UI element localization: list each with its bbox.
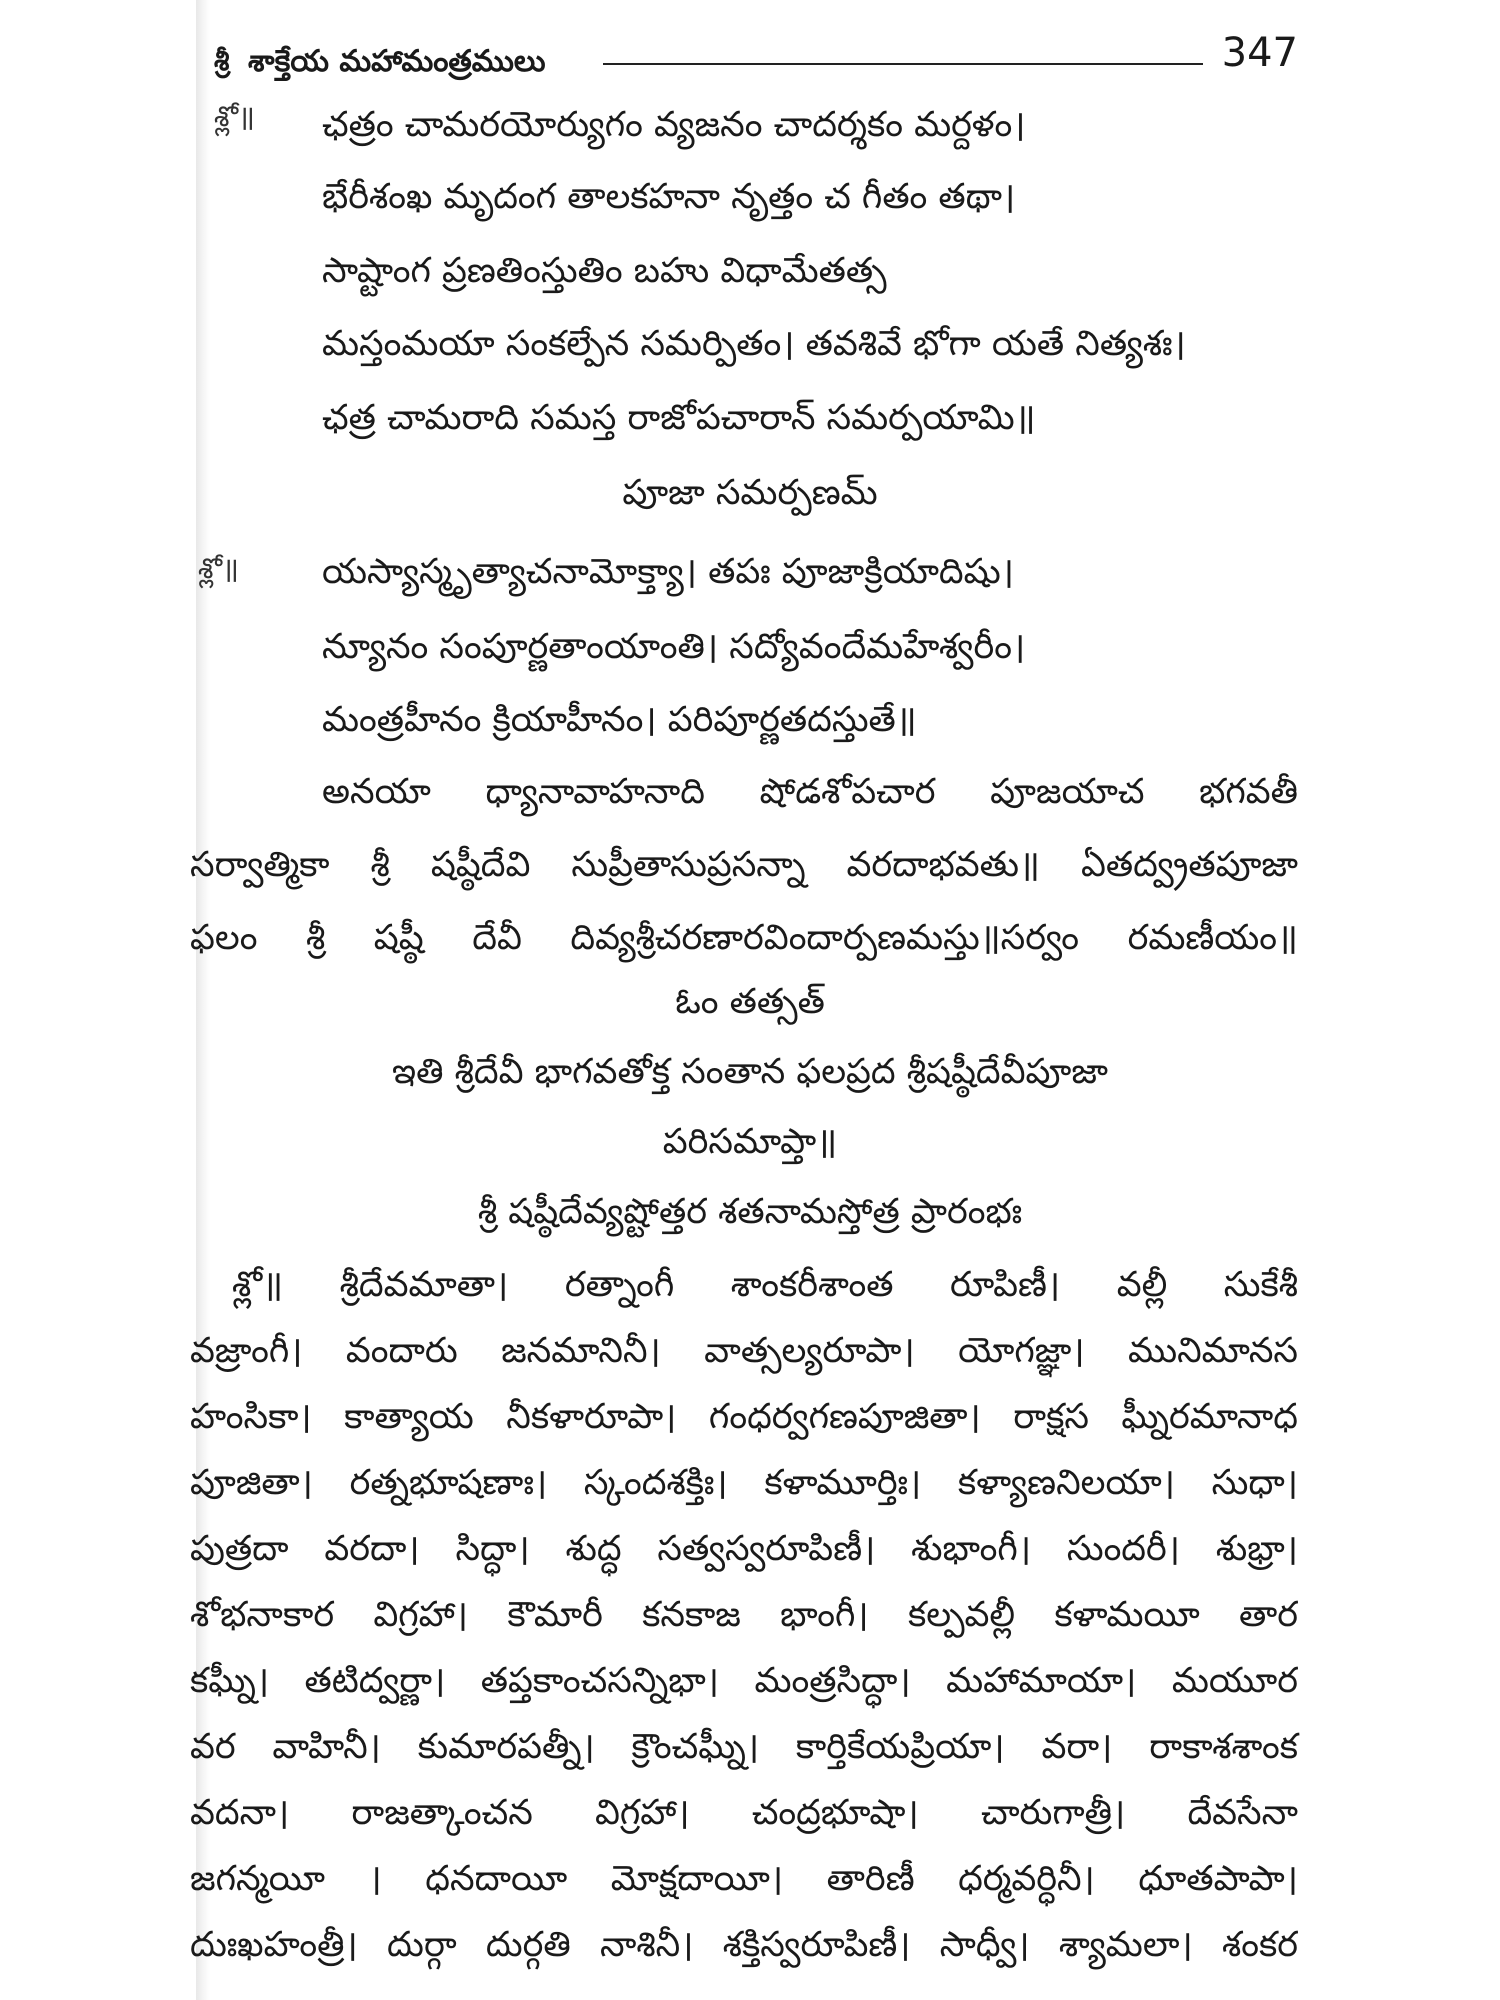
verse-line: ఛత్ర చామరాది సమస్త రాజోపచారాన్ సమర్పయామి॥ xyxy=(322,398,1036,438)
stotra-line: దుఃఖహంత్రీ। దుర్గా దుర్గతి నాశినీ। శక్తిస్వరూపిణీ। సాధ్వీ। శ్యామలా। శంకర xyxy=(190,1925,1298,1965)
colophon-line: పరిసమాప్తా॥ xyxy=(662,1122,838,1162)
stotra-line: పుత్రదా వరదా। సిద్ధా। శుద్ధ సత్వస్వరూపిణీ। శుభాంగీ। సుందరీ। శుభ్రా। xyxy=(190,1529,1298,1569)
verse-line: న్యూనం సంపూర్ణతాంయాంతి। సద్యోవందేమహేశ్వరీం। xyxy=(322,627,1026,667)
stotra-heading: శ్రీ షష్ఠీదేవ్యష్టోత్తర శతనామస్తోత్ర ప్రారంభః xyxy=(477,1192,1023,1232)
paragraph-line: సర్వాత్మికా శ్రీ షష్ఠీదేవి సుప్రీతాసుప్రసన్నా వరదాభవతు॥ ఏతద్వ్రతపూజా xyxy=(190,845,1298,885)
header-mark: శ్రీ xyxy=(214,44,230,77)
verse-line: సాష్టాంగ ప్రణతింస్తుతిం బహు విధామేతత్స xyxy=(322,251,887,291)
verse-line: ఛత్రం చామరయోర్యుగం వ్యజనం చాదర్శకం మర్దళం। xyxy=(322,105,1026,145)
colophon-line: ఇతి శ్రీదేవీ భాగవతోక్త సంతాన ఫలప్రద శ్రీషష్ఠీదేవీపూజా xyxy=(392,1052,1108,1092)
header-rule xyxy=(603,63,1203,65)
running-title: శాక్తేయ మహామంత్రములు xyxy=(248,44,546,79)
stotra-line: శ్లో॥ శ్రీదేవమాతా। రత్నాంగీ శాంకరీశాంత రూపిణీ। వల్లీ సుకేశీ xyxy=(232,1265,1298,1305)
stotra-line: వదనా। రాజత్కాంచన విగ్రహా। చంద్రభూషా। చారుగాత్రీ। దేవసేనా xyxy=(190,1793,1298,1833)
verse-line: మస్తంమయా సంకల్పేన సమర్పితం। తవశివే భోగా యతే నిత్యశః। xyxy=(322,324,1186,364)
stotra-line: వర వాహినీ। కుమారపత్నీ। క్రౌంచఘ్నీ। కార్తికేయప్రియా। వరా। రాకాశశాంక xyxy=(190,1727,1298,1767)
verse-marker: శ్లో॥ xyxy=(198,552,239,585)
verse-line: భేరీశంఖ మృదంగ తాలకహనా నృత్తం చ గీతం తథా। xyxy=(322,177,1016,217)
stotra-line: శోభనాకార విగ్రహా। కౌమారీ కనకాజ భాంగీ। కల్పవల్లీ కళామయీ తార xyxy=(190,1595,1298,1635)
stotra-line: వజ్రాంగీ। వందారు జనమానినీ। వాత్సల్యరూపా। యోగజ్ఞా। మునిమానస xyxy=(190,1331,1298,1371)
paragraph-line: అనయా ధ్యానావాహనాది షోడశోపచార పూజయాచ భగవతీ xyxy=(322,772,1298,812)
verse-marker: శ్లో॥ xyxy=(214,100,255,133)
running-header xyxy=(208,30,1298,90)
page-number: 347 xyxy=(1221,30,1298,76)
stotra-line: కఘ్నీ। తటిద్వర్ణా। తప్తకాంచసన్నిభా। మంత్రసిద్ధా। మహామాయా। మయూర xyxy=(190,1661,1298,1701)
section-heading: పూజా సమర్పణమ్ xyxy=(622,473,878,513)
stotra-line: హంసికా। కాత్యాయ నీకళారూపా। గంధర్వగణపూజితా। రాక్షస ఘ్నీరమానాధ xyxy=(190,1397,1298,1437)
om-tatsat: ఓం తత్సత్ xyxy=(675,982,825,1022)
verse-line: మంత్రహీనం క్రియాహీనం। పరిపూర్ణతదస్తుతే॥ xyxy=(322,700,917,740)
stotra-line: జగన్మయీ । ధనదాయీ మోక్షదాయీ। తారిణీ ధర్మవర్ధినీ। ధూతపాపా। xyxy=(190,1859,1298,1899)
stotra-line: పూజితా। రత్నభూషణాః। స్కందశక్తిః। కళామూర్తిః। కళ్యాణనిలయా। సుధా। xyxy=(190,1463,1298,1503)
paragraph-line: ఫలం శ్రీ షష్ఠీ దేవీ దివ్యశ్రీచరణారవిందార్పణమస్తు॥సర్వం రమణీయం॥ xyxy=(190,918,1298,958)
verse-line: యస్యాస్మృత్యాచనామోక్త్యా। తపః పూజాక్రియాదిషు। xyxy=(322,552,1014,592)
